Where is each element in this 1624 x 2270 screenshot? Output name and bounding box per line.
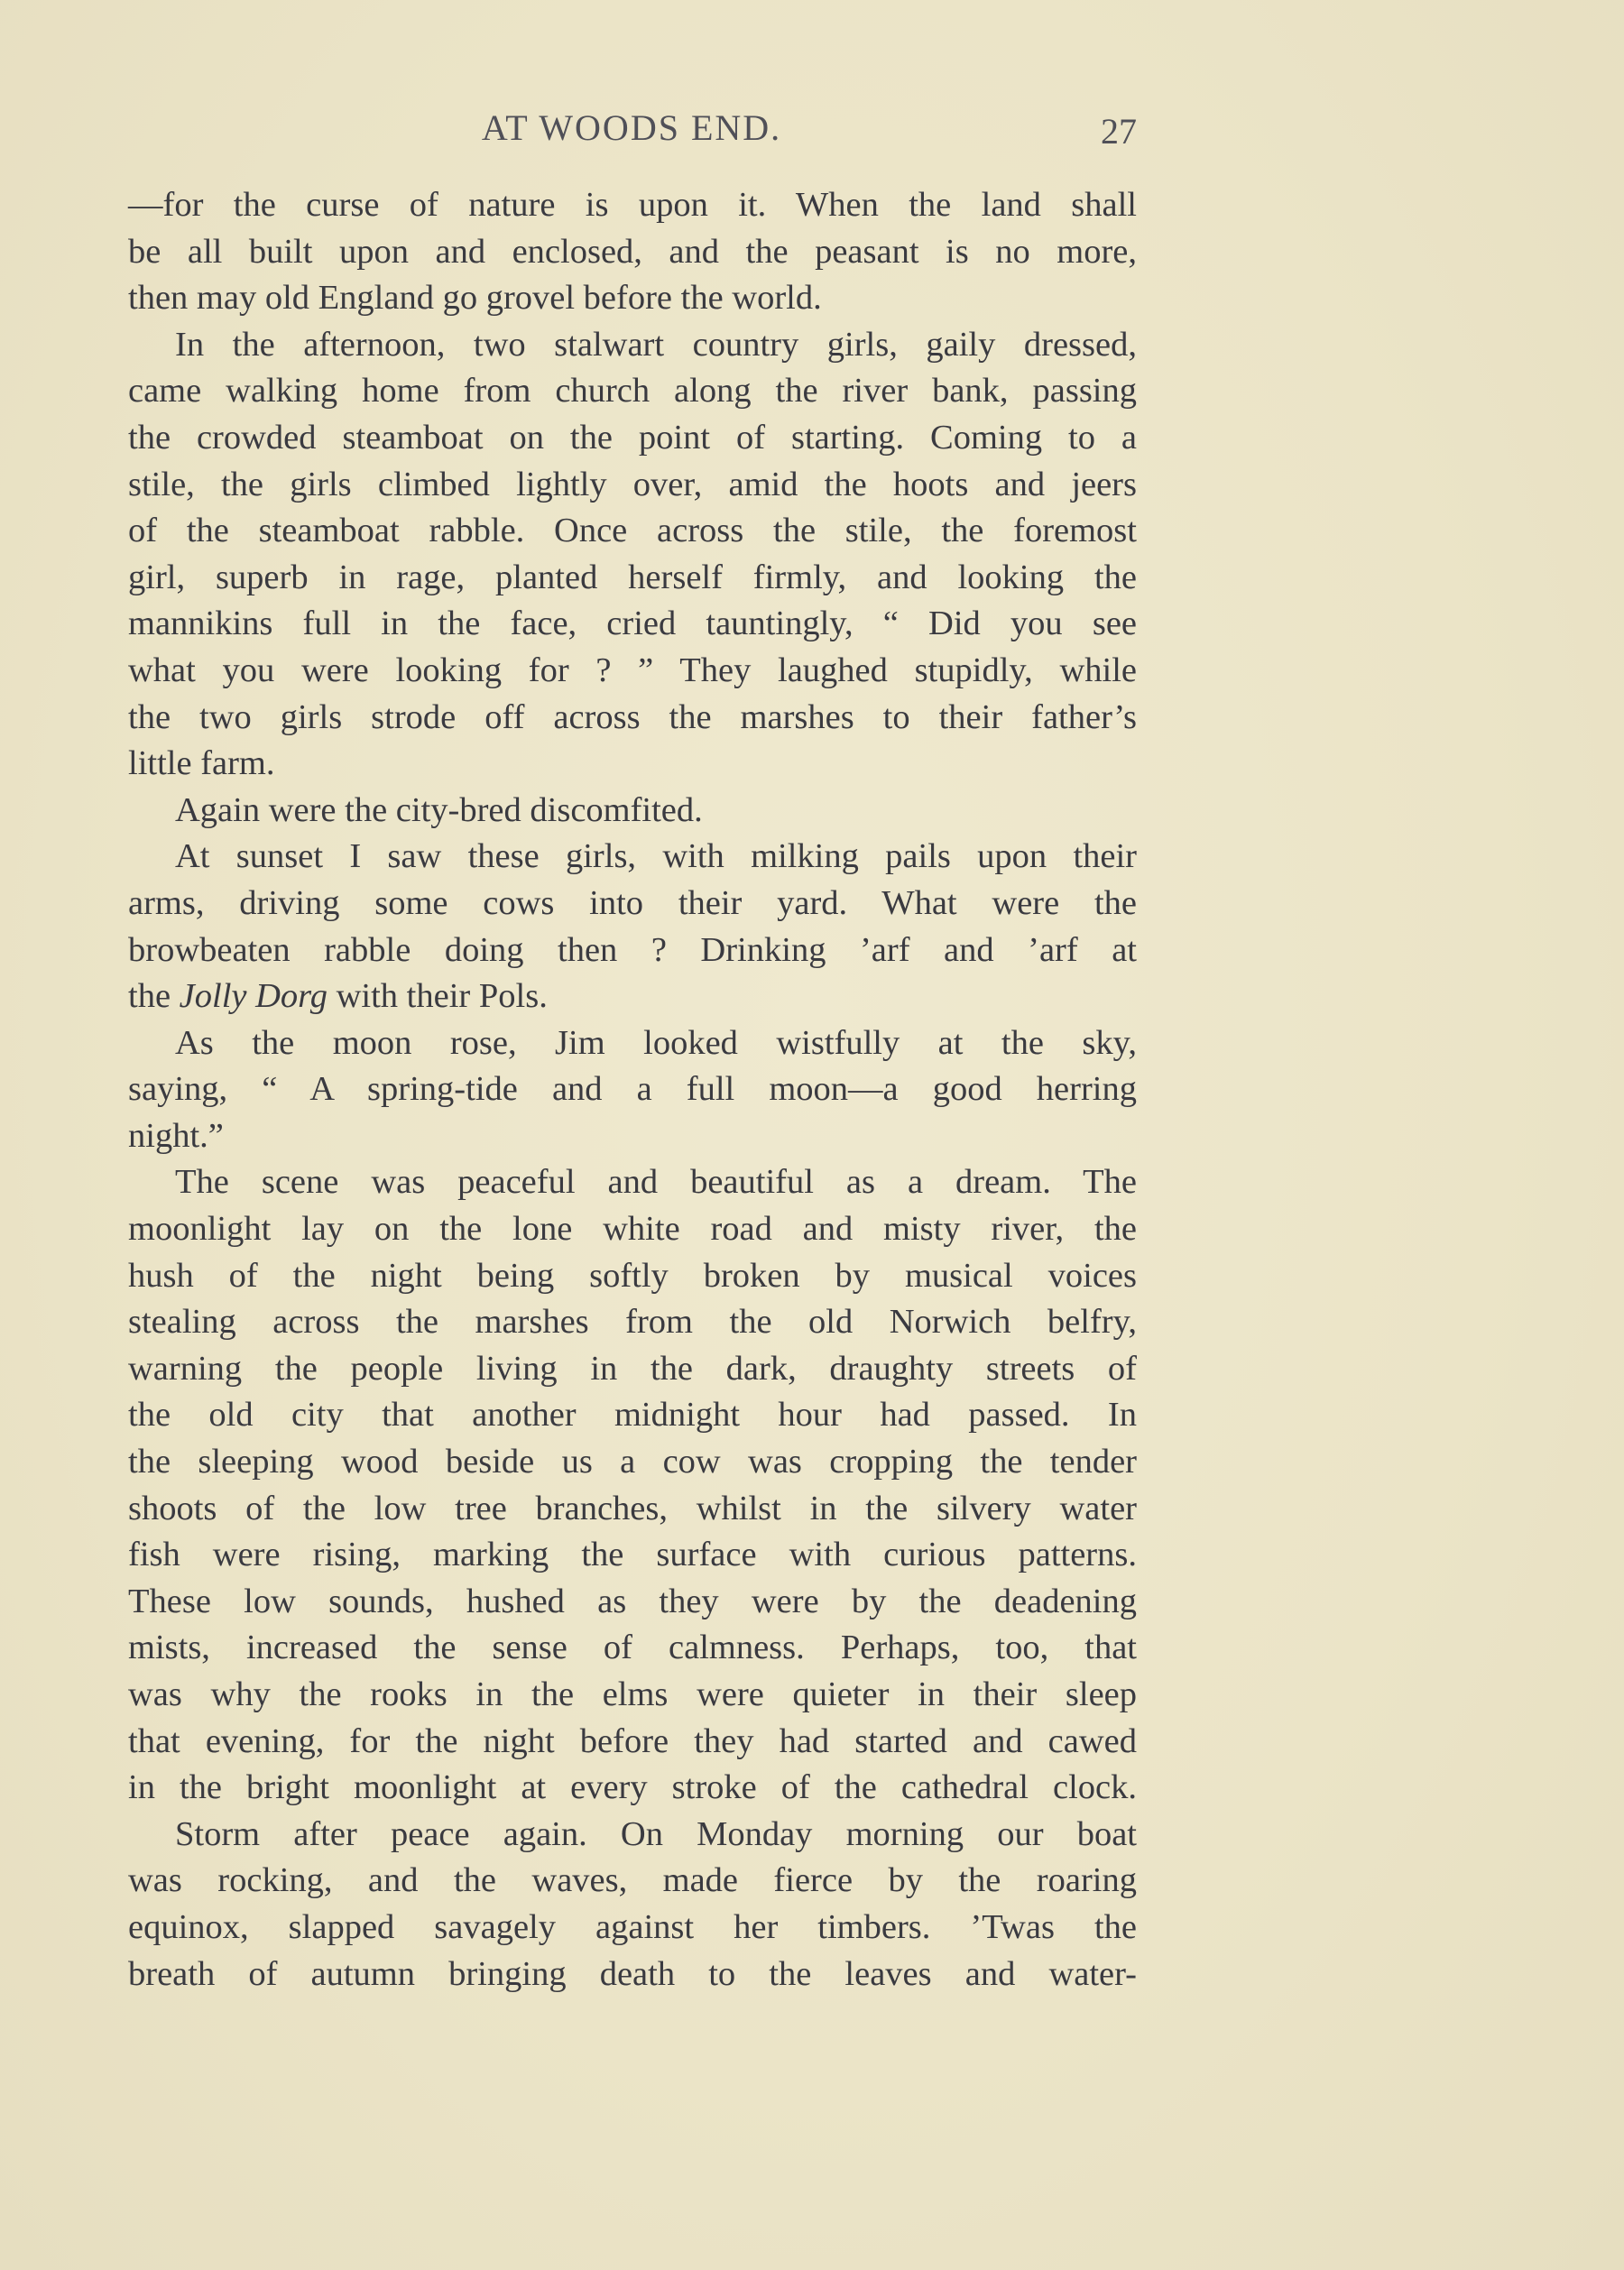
text-line: came walking home from church along the river bank, passing <box>128 372 1137 411</box>
text-line: the sleeping wood beside us a cow was cropping the tender <box>128 1443 1137 1481</box>
text-line: what you were looking for ? ” They laughed stupidly, while <box>128 651 1137 689</box>
text-line: little farm. <box>128 744 275 783</box>
text-line: in the bright moonlight at every stroke of the cathedral clock. <box>128 1768 1137 1807</box>
running-title: AT WOODS END. <box>481 107 782 148</box>
text-line: hush of the night being softly broken by musical voices <box>128 1256 1137 1295</box>
text-line: The scene was peaceful and beautiful as a dream. The <box>175 1163 1137 1202</box>
text-line: moonlight lay on the lone white road and misty river, the <box>128 1210 1137 1249</box>
text-line: Storm after peace again. On Monday morning our boat <box>175 1814 1137 1853</box>
text-line: stealing across the marshes from the old Norwich belfry, <box>128 1303 1137 1342</box>
text-line: arms, driving some cows into their yard. What were the <box>128 883 1137 922</box>
text-line-with-italic <box>128 974 1137 1020</box>
text-line: of the steamboat rabble. Once across the stile, the foremost <box>128 512 1137 550</box>
text-line: mannikins full in the face, cried tauntingly, “ Did you see <box>128 604 1137 643</box>
text-line: girl, superb in rage, planted herself firmly, and looking the <box>128 558 1137 596</box>
text-line: At sunset I saw these girls, with milking pails upon their <box>175 837 1137 876</box>
text-line: was rocking, and the waves, made fierce by the roaring <box>128 1861 1137 1900</box>
text-line: mists, increased the sense of calmness. Perhaps, too, that <box>128 1629 1137 1667</box>
text-line: that evening, for the night before they had started and cawed <box>128 1721 1137 1760</box>
text-line: equinox, slapped savagely against her timbers. ’Twas the <box>128 1907 1137 1946</box>
text-line: the two girls strode off across the marshes to their father’s <box>128 697 1137 736</box>
text-line: night.” <box>128 1116 224 1155</box>
text-line: the crowded steamboat on the point of starting. Coming to a <box>128 418 1137 457</box>
text-line-prefix: the <box>128 977 171 1016</box>
text-line: In the afternoon, two stalwart country girls, gaily dressed, <box>175 325 1137 364</box>
text-line: be all built upon and enclosed, and the peasant is no more, <box>128 232 1137 271</box>
text-line: browbeaten rabble doing then ? Drinking ’arf and ’arf at <box>128 930 1137 969</box>
text-line: —for the curse of nature is upon it. When the land shall <box>128 186 1137 224</box>
text-line: the old city that another midnight hour had passed. In <box>128 1396 1137 1435</box>
text-line: These low sounds, hushed as they were by the deadening <box>128 1582 1137 1620</box>
text-line: shoots of the low tree branches, whilst in the silvery water <box>128 1489 1137 1527</box>
text-line: fish were rising, marking the surface with curious patterns. <box>128 1536 1137 1574</box>
text-line: warning the people living in the dark, draughty streets of <box>128 1349 1137 1388</box>
body-text <box>128 182 1137 1998</box>
text-line: saying, “ A spring-tide and a full moon—a good herring <box>128 1070 1137 1109</box>
page-header <box>126 106 1137 161</box>
text-line: then may old England go grovel before the world. <box>128 279 822 318</box>
text-line: stile, the girls climbed lightly over, amid the hoots and jeers <box>128 465 1137 503</box>
text-line: was why the rooks in the elms were quieter in their sleep <box>128 1675 1137 1713</box>
text-line: breath of autumn bringing death to the leaves and water- <box>128 1954 1137 1993</box>
text-line: Again were the city-bred discomfited. <box>175 790 703 829</box>
text-line-suffix: with their Pols. <box>336 977 548 1016</box>
ship-name-italic: Jolly Dorg <box>179 977 328 1016</box>
text-line: As the moon rose, Jim looked wistfully at the sky, <box>175 1023 1137 1062</box>
page-number: 27 <box>1101 111 1137 152</box>
